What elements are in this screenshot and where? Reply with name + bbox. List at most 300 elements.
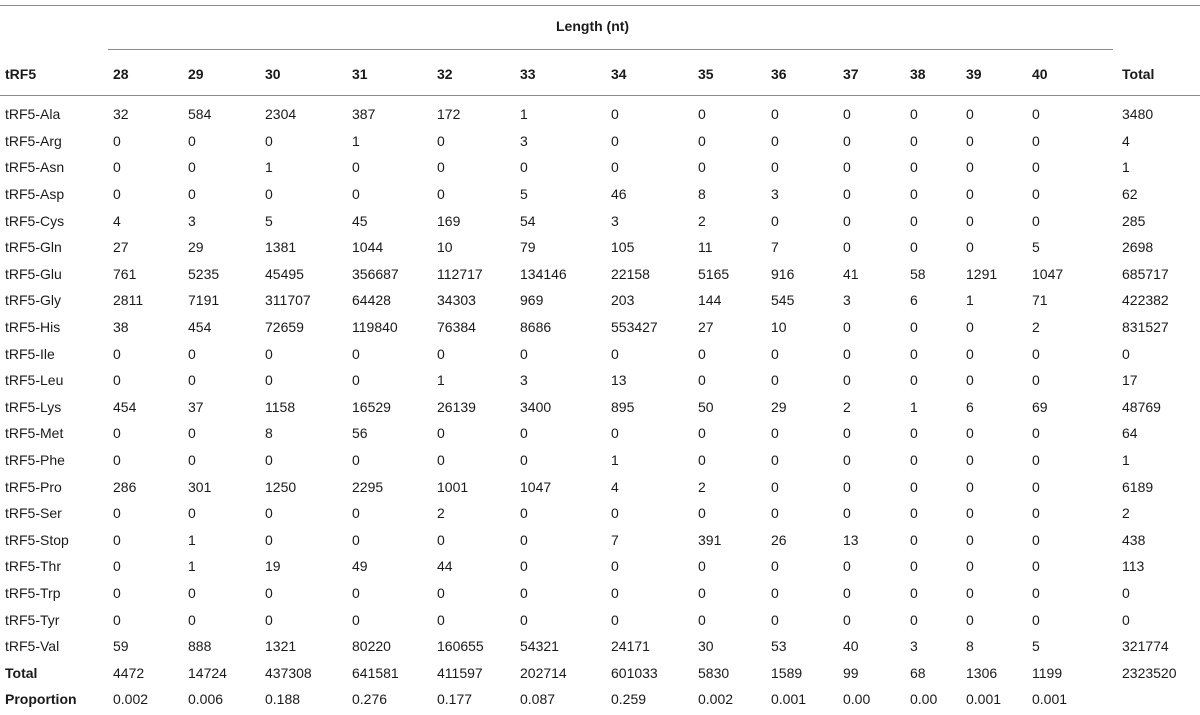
column-header-34: 34: [611, 65, 627, 82]
table-cell: 0: [1122, 611, 1130, 628]
table-cell: 0: [265, 452, 273, 469]
table-cell: 72659: [265, 319, 304, 336]
table-cell: 0: [698, 345, 706, 362]
table-cell: 0.00: [910, 691, 938, 708]
table-row: [0, 234, 1200, 261]
table-cell: 0: [437, 132, 445, 149]
table-cell: 0: [698, 132, 706, 149]
table-cell: 0: [437, 531, 445, 548]
table-cell: 1306: [966, 664, 998, 681]
table-cell: 0: [966, 345, 974, 362]
table-cell: 203: [611, 292, 635, 309]
table-cell: 0: [352, 372, 360, 389]
table-cell: 27: [698, 319, 714, 336]
table-cell: 0: [966, 531, 974, 548]
table-cell: 0: [188, 372, 196, 389]
table-cell: 2: [437, 505, 445, 522]
table-cell: 4: [611, 478, 619, 495]
table-row: [0, 261, 1200, 288]
table-cell: 71: [1032, 292, 1048, 309]
table-cell: 969: [520, 292, 544, 309]
table-row: [0, 420, 1200, 447]
table-cell: 0: [910, 505, 918, 522]
table-cell: 0: [265, 372, 273, 389]
table-cell: 1047: [520, 478, 552, 495]
table-cell: 1589: [771, 664, 803, 681]
table-cell: 0: [188, 345, 196, 362]
table-cell: 11: [698, 239, 713, 256]
table-cell: 119840: [352, 319, 398, 336]
table-cell: 1001: [437, 478, 469, 495]
table-cell: 0: [1032, 505, 1040, 522]
column-header-29: 29: [188, 65, 204, 82]
table-cell: 10: [771, 319, 787, 336]
table-cell: 27: [113, 239, 129, 256]
table-cell: 13: [843, 531, 859, 548]
table-row: [0, 527, 1200, 554]
table-cell: 0: [698, 425, 706, 442]
table-cell: 0: [966, 132, 974, 149]
table-cell: 0: [698, 372, 706, 389]
table-cell: 30: [698, 638, 714, 655]
table-cell: 0: [113, 505, 121, 522]
table-cell: 0: [771, 159, 779, 176]
table-cell: 0: [1122, 345, 1130, 362]
table-cell: 0: [265, 611, 273, 628]
table-cell: 29: [188, 239, 204, 256]
table-cell: 144: [698, 292, 722, 309]
table-cell: 37: [188, 398, 204, 415]
table-cell: 1: [188, 558, 196, 575]
table-cell: 438: [1122, 531, 1146, 548]
row-label: tRF5-Stop: [5, 531, 69, 548]
table-cell: 0: [113, 531, 121, 548]
table-cell: 0: [910, 186, 918, 203]
top-rule: [0, 5, 1200, 6]
table-cell: 321774: [1122, 638, 1169, 655]
table-cell: 2: [1122, 505, 1130, 522]
table-row: [0, 367, 1200, 394]
table-cell: 553427: [611, 319, 658, 336]
table-row: [0, 87, 1200, 128]
row-label: tRF5-His: [5, 319, 61, 336]
table-cell: 68: [910, 664, 926, 681]
table-cell: 113: [1122, 558, 1145, 575]
table-cell: 0: [910, 106, 918, 123]
table-body: [0, 87, 1200, 713]
table-cell: 0: [698, 452, 706, 469]
table-cell: 454: [188, 319, 212, 336]
table-cell: 0: [265, 584, 273, 601]
table-cell: 6: [966, 398, 974, 415]
table-cell: 2698: [1122, 239, 1154, 256]
table-cell: 0: [113, 345, 121, 362]
table-cell: 0: [910, 159, 918, 176]
table-cell: 0.001: [771, 691, 807, 708]
table-cell: 0: [910, 425, 918, 442]
table-cell: 59: [113, 638, 129, 655]
column-header-37: 37: [843, 65, 859, 82]
table-cell: 1: [1122, 452, 1130, 469]
table-cell: 3: [520, 372, 528, 389]
table-cell: 0: [843, 159, 851, 176]
row-label: tRF5-Thr: [5, 558, 61, 575]
table-cell: 0: [520, 345, 528, 362]
column-header-38: 38: [910, 65, 926, 82]
table-cell: 0: [611, 159, 619, 176]
table-cell: 0: [1032, 452, 1040, 469]
table-cell: 895: [611, 398, 635, 415]
row-label: tRF5-Cys: [5, 212, 65, 229]
row-label: tRF5-Gly: [5, 292, 61, 309]
table-cell: 0: [843, 478, 851, 495]
table-cell: 26: [771, 531, 787, 548]
table-row: [0, 447, 1200, 474]
table-cell: 46: [611, 186, 627, 203]
table-cell: 2: [1032, 319, 1040, 336]
table-cell: 0: [113, 584, 121, 601]
table-row: [0, 181, 1200, 208]
table-cell: 0: [771, 611, 779, 628]
table-cell: 0: [966, 425, 974, 442]
table-cell: 0: [966, 212, 974, 229]
row-label: tRF5-Glu: [5, 265, 62, 282]
table-cell: 34303: [437, 292, 476, 309]
table-cell: 1: [352, 132, 360, 149]
table-cell: 1291: [966, 265, 998, 282]
table-cell: 4472: [113, 664, 145, 681]
table-cell: 1158: [265, 398, 296, 415]
table-cell: 0: [437, 425, 445, 442]
table-figure: Length (nt) tRF5 28 29 30 31 32 33 34 35 36 37 38 39 40 Total tRF5-Ala 32 584 2304 387 172 1 0 0 0 0 0 0 0 3480 tRF5-Arg 0 0 0 1 0 3 0 0 0 0 0 0 0 4 tRF5-Asn 0 0 1 0 0 0 0 0 0 0 0 0 0 1 tRF5-Asp 0 0 0 0 0 5 46 8 3 0 0 0 0 62 tRF5-Cys 4 3 5 45 169 54 3 2 0 0 0 0 0 285 tRF5-Gln 27 29 1381 1044 10 79 105 11 7 0 0 0 5 2698 tRF5-Glu 761 5235 45495 356687 112717 134146 22158 5165 916 41 58 1291 1047 685717 tRF5-Gly 2811 7191 311707 64428 34303 969 203 144 545 3 6 1 71 422382 tRF5-His 38 454 72659 119840 76384 8686 553427 27 10 0 0 0 2 831527 tRF5-Ile 0 0 0 0 0 0 0 0 0 0 0 0 0 0 tRF5-Leu 0 0 0 0 1 3 13 0 0 0 0 0 0 17 tRF5-Lys 454 37 1158 16529 26139 3400 895 50 29 2 1 6 69 48769 tRF5-Met 0 0 8 56 0 0 0 0 0 0 0 0 0 64 tRF5-Phe 0 0 0 0 0 0 1 0 0 0 0 0 0 1 tRF5-Pro 286 301 1250 2295 1001 1047 4 2 0 0 0 0 0 6189 tRF5-Ser 0 0 0 0 2 0 0 0 0 0 0 0 0 2 tRF5-Stop 0 1 0 0 0 0 7 391 26 13 0 0 0 438 tRF5-Thr 0 1 19 49 44 0 0 0 0 0 0 0 0 113 tRF5-Trp 0 0 0 0 0 0 0 0 0 0 0 0 0 0 tRF5-Tyr 0 0 0 0 0 0 0 0 0 0 0 0 0 0 tRF5-Val 59 888 1321 80220 160655 54321 24171 30 53 40 3 8 5 321774 Total 4472 14724 437308 641581 411597 202714 601033 5830 1589 99 68 1306 1199 2323520 Proportion 0.002 0.006 0.188 0.276 0.177 0.087 0.259 0.002 0.001 0.00 0.00 0.001 0.001: [0, 0, 1200, 715]
table-cell: 387: [352, 106, 376, 123]
table-cell: 14724: [188, 664, 227, 681]
table-cell: 0: [771, 106, 779, 123]
table-cell: 0: [1032, 584, 1040, 601]
table-cell: 356687: [352, 265, 399, 282]
table-cell: 685717: [1122, 265, 1169, 282]
table-cell: 0: [1032, 478, 1040, 495]
table-cell: 2811: [113, 292, 144, 309]
table-cell: 0: [265, 531, 273, 548]
table-cell: 3400: [520, 398, 552, 415]
column-header-total: Total: [1122, 65, 1155, 82]
table-cell: 0: [611, 584, 619, 601]
column-header-trf5: tRF5: [5, 65, 37, 82]
table-cell: 0: [1032, 425, 1040, 442]
table-cell: 0: [771, 584, 779, 601]
table-cell: 0: [437, 159, 445, 176]
table-cell: 134146: [520, 265, 567, 282]
table-cell: 0: [113, 132, 121, 149]
table-cell: 1: [966, 292, 974, 309]
table-cell: 56: [352, 425, 368, 442]
table-cell: 1: [611, 452, 619, 469]
table-cell: 0: [1032, 558, 1040, 575]
spanner-rule: [108, 49, 1113, 50]
table-cell: 45495: [265, 265, 304, 282]
table-cell: 0.006: [188, 691, 224, 708]
table-cell: 0: [771, 558, 779, 575]
table-cell: 0: [1032, 531, 1040, 548]
table-cell: 64: [1122, 425, 1138, 442]
table-cell: 641581: [352, 664, 399, 681]
table-cell: 1047: [1032, 265, 1064, 282]
table-cell: 0: [771, 452, 779, 469]
table-cell: 0: [520, 584, 528, 601]
table-cell: 0: [698, 106, 706, 123]
table-cell: 0: [910, 531, 918, 548]
row-label: tRF5-Val: [5, 638, 60, 655]
table-cell: 1: [265, 159, 273, 176]
table-cell: 301: [188, 478, 212, 495]
table-cell: 0: [611, 132, 619, 149]
table-cell: 0: [966, 319, 974, 336]
table-cell: 0: [188, 425, 196, 442]
table-cell: 0: [1032, 132, 1040, 149]
table-cell: 1: [910, 398, 918, 415]
table-cell: 32: [113, 106, 129, 123]
table-cell: 601033: [611, 664, 658, 681]
row-label: tRF5-Met: [5, 425, 64, 442]
table-cell: 0.087: [520, 691, 556, 708]
table-cell: 437308: [265, 664, 312, 681]
table-cell: 0: [771, 505, 779, 522]
table-cell: 99: [843, 664, 859, 681]
table-cell: 0: [966, 611, 974, 628]
table-cell: 0: [698, 611, 706, 628]
table-cell: 1250: [265, 478, 297, 495]
table-cell: 1: [520, 106, 528, 123]
table-cell: 0: [520, 425, 528, 442]
table-cell: 0: [843, 212, 851, 229]
table-cell: 58: [910, 265, 926, 282]
table-cell: 0: [910, 558, 918, 575]
table-cell: 44: [437, 558, 453, 575]
table-cell: 54: [520, 212, 536, 229]
table-cell: 0: [966, 372, 974, 389]
table-cell: 0: [843, 611, 851, 628]
table-cell: 1: [188, 531, 196, 548]
table-cell: 888: [188, 638, 212, 655]
table-cell: 0: [188, 132, 196, 149]
table-cell: 0.00: [843, 691, 871, 708]
column-header-35: 35: [698, 65, 714, 82]
table-cell: 64428: [352, 292, 391, 309]
table-cell: 7: [611, 531, 619, 548]
table-cell: 29: [771, 398, 787, 415]
table-cell: 0: [771, 132, 779, 149]
table-cell: 0: [910, 132, 918, 149]
table-row: [0, 686, 1200, 713]
table-cell: 0: [1032, 345, 1040, 362]
table-cell: 0: [520, 505, 528, 522]
table-cell: 391: [698, 531, 722, 548]
table-cell: 2: [698, 478, 706, 495]
table-cell: 0: [113, 452, 121, 469]
table-cell: 0: [188, 452, 196, 469]
table-cell: 0: [520, 611, 528, 628]
table-cell: 0: [1032, 212, 1040, 229]
table-cell: 0: [771, 345, 779, 362]
table-cell: 79: [520, 239, 536, 256]
row-label: tRF5-Ala: [5, 106, 61, 123]
table-cell: 0: [1032, 159, 1040, 176]
table-cell: 0: [188, 505, 196, 522]
row-label: Proportion: [5, 691, 77, 708]
row-label: tRF5-Phe: [5, 452, 65, 469]
table-cell: 0: [1032, 611, 1040, 628]
table-cell: 5: [1032, 638, 1040, 655]
table-cell: 0: [188, 186, 196, 203]
table-row: [0, 553, 1200, 580]
table-cell: 761: [113, 265, 137, 282]
table-cell: 105: [611, 239, 635, 256]
table-cell: 0.259: [611, 691, 647, 708]
table-cell: 0: [611, 106, 619, 123]
table-cell: 0: [966, 584, 974, 601]
table-cell: 0: [966, 478, 974, 495]
table-cell: 0: [113, 372, 121, 389]
table-cell: 1044: [352, 239, 384, 256]
table-cell: 0: [843, 452, 851, 469]
table-cell: 50: [698, 398, 714, 415]
table-cell: 8: [265, 425, 273, 442]
table-cell: 2295: [352, 478, 384, 495]
row-label: tRF5-Ser: [5, 505, 62, 522]
table-row: [0, 207, 1200, 234]
table-cell: 1321: [265, 638, 297, 655]
table-cell: 0.002: [113, 691, 149, 708]
table-cell: 0: [843, 345, 851, 362]
table-cell: 80220: [352, 638, 391, 655]
table-cell: [1122, 686, 1200, 713]
table-cell: 0: [352, 505, 360, 522]
column-header-40: 40: [1032, 65, 1048, 82]
table-cell: 0: [910, 239, 918, 256]
table-cell: 0: [437, 452, 445, 469]
table-cell: 38: [113, 319, 129, 336]
table-cell: 286: [113, 478, 137, 495]
table-cell: 0: [910, 584, 918, 601]
table-cell: 10: [437, 239, 453, 256]
table-cell: 4: [1122, 132, 1130, 149]
table-cell: 0: [910, 345, 918, 362]
table-cell: 5830: [698, 664, 730, 681]
table-cell: 5165: [698, 265, 730, 282]
table-cell: 0: [1032, 372, 1040, 389]
table-cell: 1381: [265, 239, 297, 256]
table-cell: 62: [1122, 186, 1138, 203]
table-cell: 0: [843, 239, 851, 256]
table-cell: 454: [113, 398, 137, 415]
table-cell: 0: [352, 452, 360, 469]
table-cell: 0: [113, 186, 121, 203]
row-label: tRF5-Asp: [5, 186, 65, 203]
table-cell: 0.002: [698, 691, 734, 708]
table-cell: 0: [771, 478, 779, 495]
table-row: [0, 473, 1200, 500]
table-cell: 0: [188, 584, 196, 601]
table-row: [0, 128, 1200, 155]
table-cell: 0: [520, 159, 528, 176]
table-cell: 0: [611, 345, 619, 362]
table-cell: 112717: [437, 265, 483, 282]
table-cell: 76384: [437, 319, 476, 336]
table-cell: 0: [843, 558, 851, 575]
table-cell: 0: [910, 372, 918, 389]
table-cell: 172: [437, 106, 461, 123]
table-cell: 0.177: [437, 691, 473, 708]
column-header-32: 32: [437, 65, 453, 82]
table-cell: 8: [966, 638, 974, 655]
table-cell: 169: [437, 212, 461, 229]
table-cell: 0: [265, 132, 273, 149]
table-cell: 0: [611, 558, 619, 575]
table-cell: 0: [966, 452, 974, 469]
table-cell: 0: [113, 611, 121, 628]
table-cell: 0: [966, 186, 974, 203]
table-header-row: [0, 60, 1200, 87]
table-cell: 0: [698, 159, 706, 176]
table-cell: 0: [966, 106, 974, 123]
table-cell: 0: [113, 558, 121, 575]
table-cell: 2304: [265, 106, 297, 123]
table-cell: 0: [771, 212, 779, 229]
table-cell: 0: [611, 425, 619, 442]
table-cell: 0: [843, 425, 851, 442]
table-cell: 202714: [520, 664, 567, 681]
row-label: tRF5-Arg: [5, 132, 62, 149]
table-cell: 0: [843, 132, 851, 149]
table-cell: 3: [843, 292, 851, 309]
table-cell: 3: [910, 638, 918, 655]
table-cell: 0: [437, 345, 445, 362]
table-cell: 411597: [437, 664, 483, 681]
table-cell: 0.001: [1032, 691, 1068, 708]
table-cell: 0: [265, 345, 273, 362]
row-label: tRF5-Gln: [5, 239, 62, 256]
row-label: tRF5-Pro: [5, 478, 62, 495]
table-cell: 0: [698, 505, 706, 522]
table-cell: 1199: [1032, 664, 1063, 681]
table-cell: 0: [520, 452, 528, 469]
table-cell: 0: [352, 584, 360, 601]
table-cell: 0: [265, 186, 273, 203]
table-cell: 0: [910, 452, 918, 469]
table-cell: 0: [352, 159, 360, 176]
table-cell: 0: [843, 186, 851, 203]
table-cell: 0: [1032, 106, 1040, 123]
table-cell: 5: [265, 212, 273, 229]
table-cell: 0.276: [352, 691, 388, 708]
table-cell: 584: [188, 106, 212, 123]
table-cell: 4: [113, 212, 121, 229]
table-cell: 2: [843, 398, 851, 415]
table-cell: 0: [520, 558, 528, 575]
table-cell: 0: [910, 478, 918, 495]
table-cell: 0: [843, 505, 851, 522]
table-cell: 0: [843, 106, 851, 123]
table-cell: 0: [843, 372, 851, 389]
table-cell: 2: [698, 212, 706, 229]
table-cell: 5: [1032, 239, 1040, 256]
column-header-36: 36: [771, 65, 787, 82]
table-cell: 3: [611, 212, 619, 229]
table-cell: 0: [437, 611, 445, 628]
table-row: [0, 580, 1200, 607]
table-cell: 0: [966, 505, 974, 522]
